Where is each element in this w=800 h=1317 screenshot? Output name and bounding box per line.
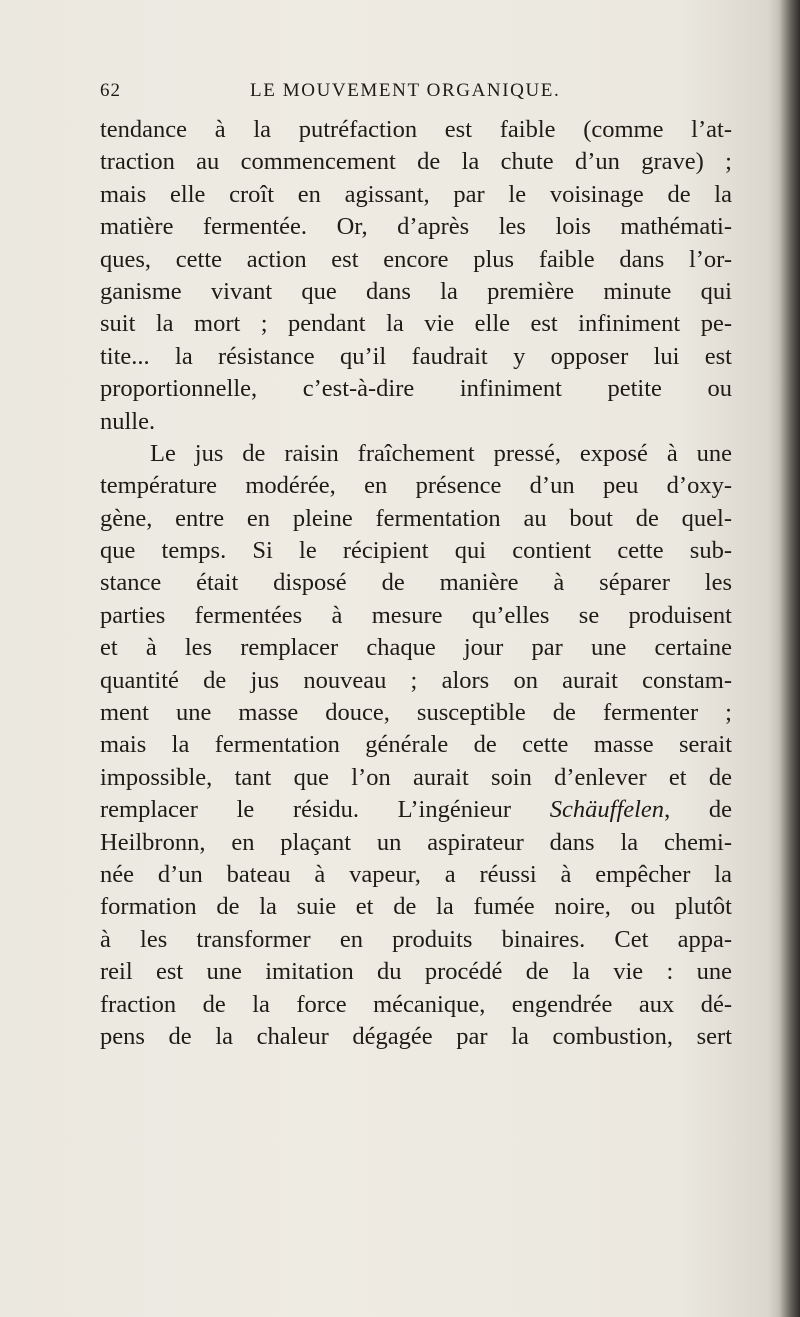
text-line	[100, 956, 732, 988]
text-segment: que temps. Si le récipient qui contient cette sub-	[100, 537, 732, 565]
text-line	[100, 406, 732, 438]
text-line	[100, 114, 732, 146]
text-line	[100, 244, 732, 276]
text-segment: matière fermentée. Or, d’après les lois mathémati-	[100, 213, 732, 241]
text-segment: mais elle croît en agissant, par le voisinage de la	[100, 180, 732, 208]
text-line	[100, 179, 732, 211]
italic-name: Schäuffelen	[549, 796, 665, 824]
text-segment: ment une masse douce, susceptible de fermenter ;	[100, 699, 732, 727]
text-segment: gène, entre en pleine fermentation au bout de quel-	[100, 504, 732, 532]
text-line	[100, 276, 732, 308]
text-line	[100, 438, 732, 470]
text-segment: traction au commencement de la chute d’un grave) ;	[100, 148, 732, 176]
text-segment: pens de la chaleur dégagée par la combustion, sert	[100, 1022, 732, 1050]
text-segment: mais la fermentation générale de cette masse serait	[100, 731, 732, 759]
text-segment: nulle.	[100, 407, 156, 435]
text-line	[100, 470, 732, 502]
text-line	[100, 211, 732, 243]
text-segment: proportionnelle, c’est-à-dire infiniment petite ou	[100, 375, 732, 403]
text-line	[100, 697, 732, 729]
text-segment: ques, cette action est encore plus faible dans l’or-	[100, 245, 732, 273]
text-line	[100, 729, 732, 761]
text-segment: Le jus de raisin fraîchement pressé, exposé à une	[150, 439, 732, 467]
page-number: 62	[100, 80, 121, 101]
text-line	[100, 535, 732, 567]
text-segment: Heilbronn, en plaçant un aspirateur dans la chemi-	[100, 828, 732, 856]
text-segment: tite... la résistance qu’il faudrait y opposer lui est	[100, 342, 732, 370]
text-line	[100, 600, 732, 632]
text-line	[100, 891, 732, 923]
text-segment: stance était disposé de manière à séparer les	[100, 569, 732, 597]
text-line	[100, 794, 732, 826]
text-segment: formation de la suie et de la fumée noire, ou plutôt	[100, 893, 732, 921]
text-line	[100, 924, 732, 956]
text-segment: ganisme vivant que dans la première minute qui	[100, 277, 732, 305]
body-text	[100, 114, 732, 1053]
text-segment: température modérée, en présence d’un peu d’oxy-	[100, 472, 732, 500]
text-segment: , de	[664, 796, 732, 824]
text-segment: reil est une imitation du procédé de la vie : une	[100, 958, 732, 986]
text-segment: fraction de la force mécanique, engendrée aux dé-	[100, 990, 732, 1018]
text-line	[100, 146, 732, 178]
text-line	[100, 341, 732, 373]
text-line	[100, 827, 732, 859]
text-line	[100, 308, 732, 340]
text-segment: tendance à la putréfaction est faible (comme l’at-	[100, 116, 732, 143]
text-line	[100, 503, 732, 535]
text-segment: à les transformer en produits binaires. Cet appa-	[100, 925, 732, 953]
text-line	[100, 567, 732, 599]
text-line	[100, 1021, 732, 1053]
text-line	[100, 373, 732, 405]
page-header	[100, 80, 750, 110]
text-line	[100, 665, 732, 697]
text-segment: suit la mort ; pendant la vie elle est infiniment pe-	[100, 310, 732, 338]
text-segment: parties fermentées à mesure qu’elles se produisent	[100, 601, 732, 629]
text-segment: remplacer le résidu. L’ingénieur	[100, 796, 550, 824]
running-title: LE MOUVEMENT ORGANIQUE.	[250, 80, 561, 101]
text-segment: née d’un bateau à vapeur, a réussi à empêcher la	[100, 860, 732, 888]
text-segment: et à les remplacer chaque jour par une certaine	[100, 634, 732, 662]
text-line	[100, 859, 732, 891]
text-segment: quantité de jus nouveau ; alors on aurait constam-	[100, 666, 732, 694]
text-line	[100, 989, 732, 1021]
text-segment: impossible, tant que l’on aurait soin d’enlever et de	[100, 763, 732, 791]
page-gutter-shadow	[768, 0, 800, 1317]
text-line	[100, 632, 732, 664]
text-line	[100, 762, 732, 794]
